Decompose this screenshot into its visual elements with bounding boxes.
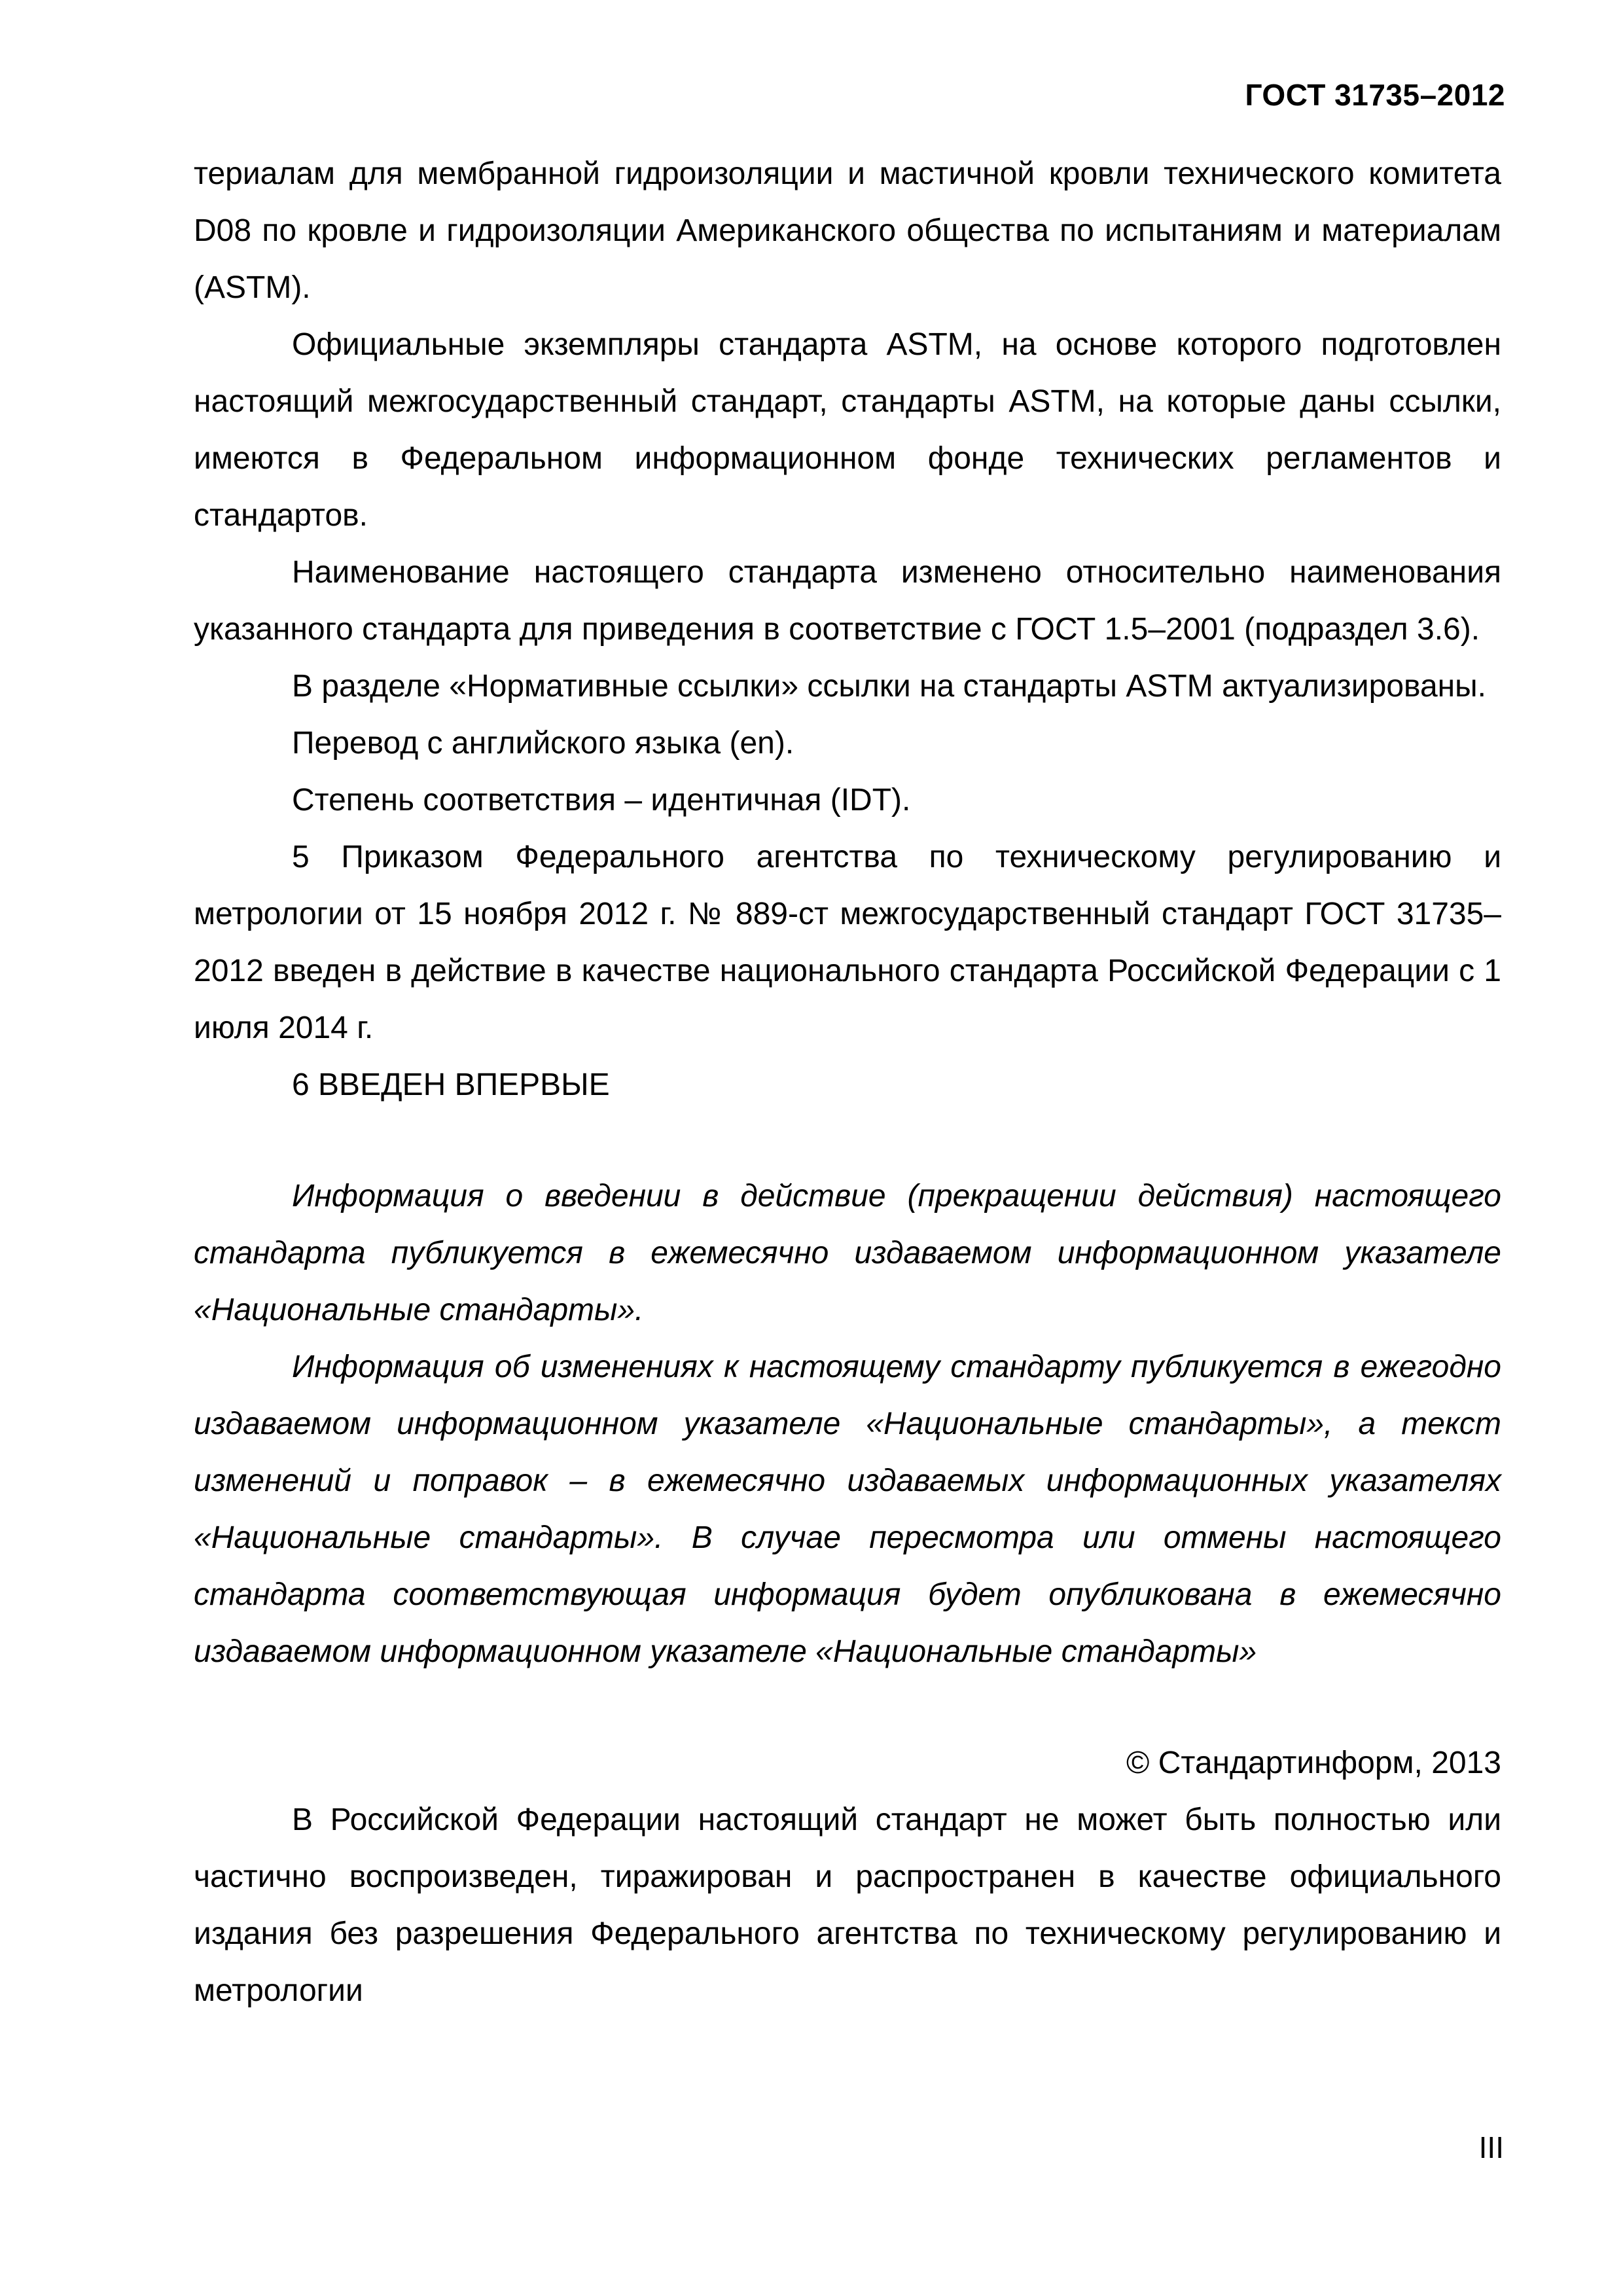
paragraph-item-6: 6 ВВЕДЕН ВПЕРВЫЕ bbox=[292, 1067, 610, 1102]
paragraph-order-item-5: 5 Приказом Федерального агентства по техническому регулированию и метрологии от 15 ноября 2012 г. № 889-ст межгосударственный стандарт ГОСТ 31735–2012 введен в действие в качестве национального стандарта Российской Федерации с 1 июля 2014 г. bbox=[194, 840, 1501, 1045]
document-code-header: ГОСТ 31735–2012 bbox=[1245, 78, 1505, 112]
paragraph-references-updated: В разделе «Нормативные ссылки» ссылки на стандарты ASTM актуализированы. bbox=[292, 669, 1487, 704]
document-body bbox=[194, 145, 1501, 2019]
paragraph-continuation: териалам для мембранной гидроизоляции и мастичной кровли технического комитета D08 по кровле и гидроизоляции Американского общества по испытаниям и материалам (ASTM). bbox=[194, 156, 1501, 305]
copyright-line: © Стандартинформ, 2013 bbox=[1126, 1746, 1501, 1780]
reproduction-notice: В Российской Федерации настоящий стандарт не может быть полностью или частично воспроизведен, тиражирован и распространен в качестве официального издания без разрешения Федерального агентства по техническому регулированию и метрологии bbox=[194, 1803, 1501, 2008]
paragraph-conformity-degree: Степень соответствия – идентичная (IDT). bbox=[292, 783, 911, 817]
paragraph-translation: Перевод с английского языка (en). bbox=[292, 726, 794, 761]
paragraph-official-copies: Официальные экземпляры стандарта ASTM, на основе которого подготовлен настоящий межгосударственный стандарт, стандарты ASTM, на которые даны ссылки, имеются в Федеральном информационном фонде технических регламентов и стандартов. bbox=[194, 327, 1501, 533]
page-number: III bbox=[1478, 2130, 1504, 2164]
paragraph-title-change: Наименование настоящего стандарта изменено относительно наименования указанного стандарта для приведения в соответствие с ГОСТ 1.5–2001 (подраздел 3.6). bbox=[194, 555, 1501, 647]
info-note-changes: Информация об изменениях к настоящему стандарту публикуется в ежегодно издаваемом информационном указателе «Национальные стандарты», а текст изменений и поправок – в ежемесячно издаваемых информационных указателях «Национальные стандарты». В случае пересмотра или отмены настоящего стандарта соответствующая информация будет опубликована в ежемесячно издаваемом информационном указателе «Национальные стандарты» bbox=[194, 1350, 1501, 1669]
info-note-introduction: Информация о введении в действие (прекращении действия) настоящего стандарта публикуется в ежемесячно издаваемом информационном указателе «Национальные стандарты». bbox=[194, 1179, 1501, 1327]
